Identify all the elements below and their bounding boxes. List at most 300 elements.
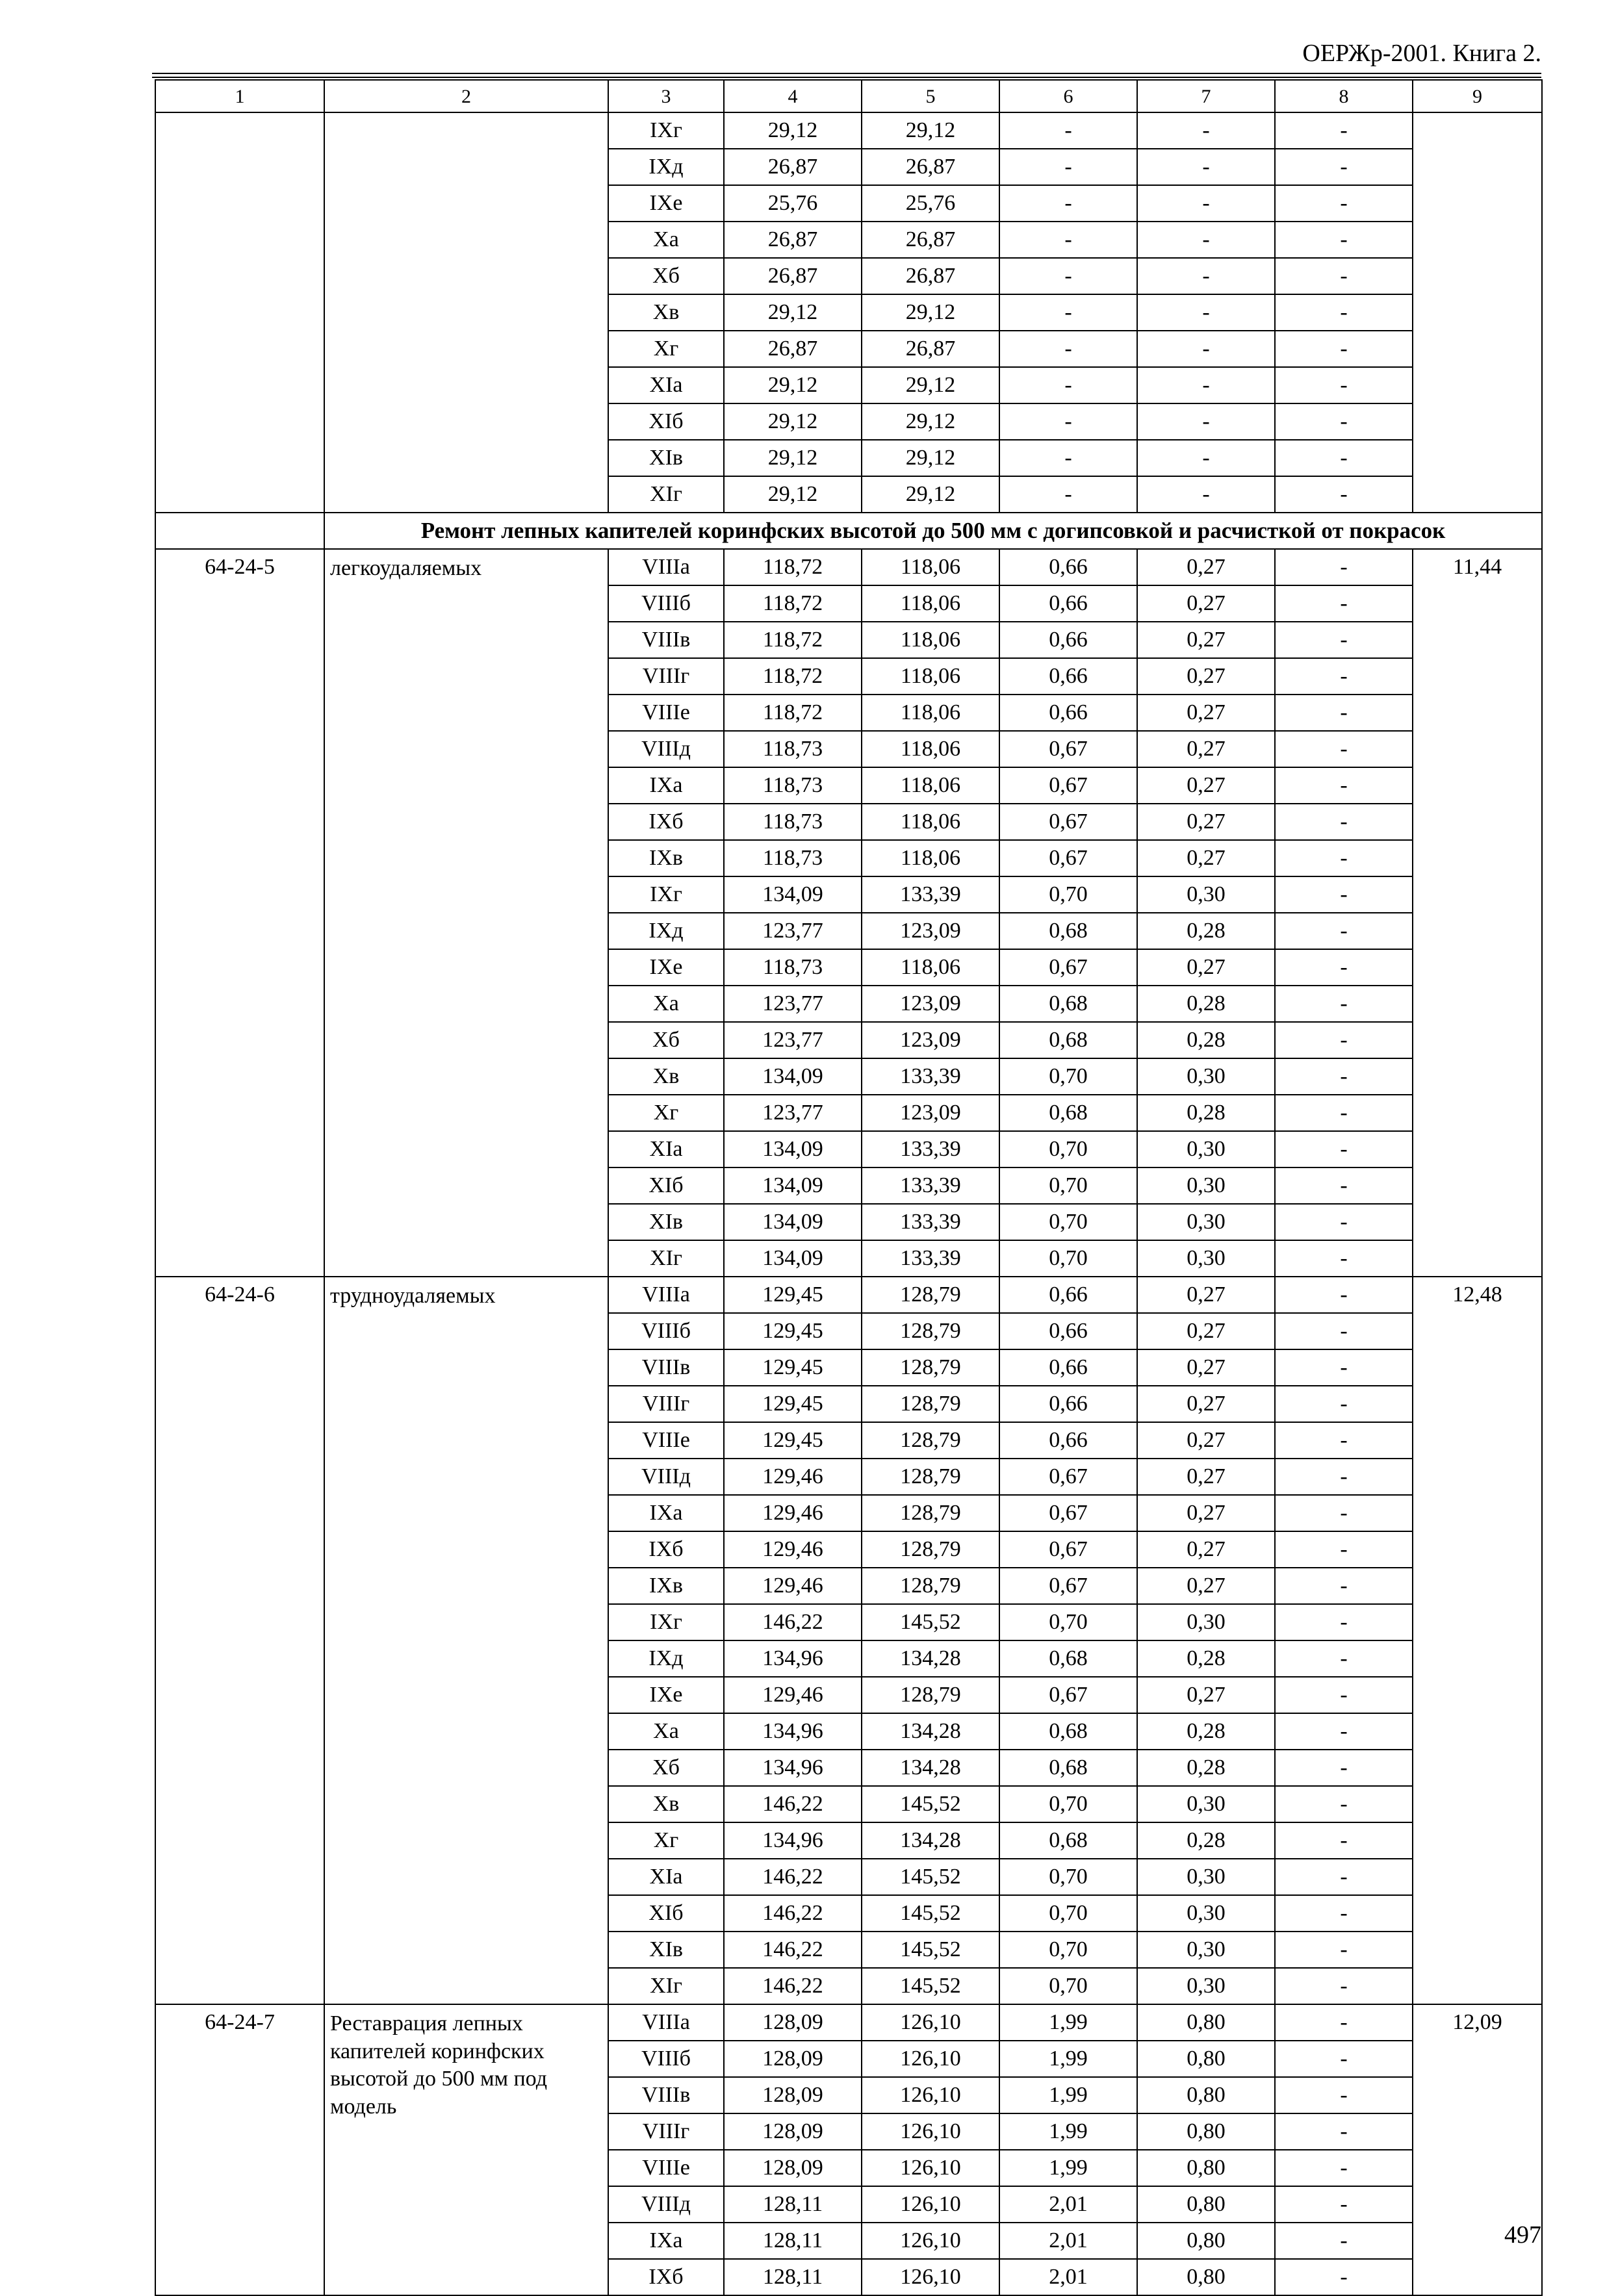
- value-cell: 0,67: [999, 1495, 1137, 1531]
- subgroup-cell: XIв: [608, 440, 724, 476]
- value-cell: 29,12: [724, 403, 862, 440]
- subgroup-cell: Xв: [608, 294, 724, 331]
- running-header: ОЕРЖр-2001. Книга 2.: [1302, 40, 1541, 67]
- value-cell: 123,09: [862, 913, 999, 949]
- value-cell: -: [1275, 185, 1413, 222]
- value-cell: 0,30: [1137, 1604, 1275, 1640]
- value-cell: 126,10: [862, 2113, 999, 2150]
- value-cell: -: [1275, 2041, 1413, 2077]
- col9-cell: 11,44: [1413, 549, 1542, 1277]
- value-cell: 133,39: [862, 1204, 999, 1240]
- value-cell: 26,87: [724, 331, 862, 367]
- value-cell: 0,28: [1137, 1095, 1275, 1131]
- value-cell: -: [1275, 1531, 1413, 1568]
- value-cell: 0,27: [1137, 1422, 1275, 1459]
- subgroup-cell: IXе: [608, 949, 724, 986]
- value-cell: 118,06: [862, 804, 999, 840]
- value-cell: 0,30: [1137, 1968, 1275, 2004]
- value-cell: -: [1275, 549, 1413, 585]
- subgroup-cell: VIIIд: [608, 2186, 724, 2223]
- value-cell: 26,87: [862, 149, 999, 185]
- column-number: 6: [999, 80, 1137, 112]
- value-cell: 2,01: [999, 2223, 1137, 2259]
- value-cell: 0,30: [1137, 1859, 1275, 1895]
- value-cell: 0,66: [999, 585, 1137, 622]
- code-cell: [155, 112, 324, 513]
- subgroup-cell: IXб: [608, 804, 724, 840]
- value-cell: 0,70: [999, 1240, 1137, 1277]
- value-cell: 0,66: [999, 658, 1137, 695]
- value-cell: 0,67: [999, 1677, 1137, 1713]
- value-cell: 0,80: [1137, 2259, 1275, 2295]
- col9-cell: 12,48: [1413, 1277, 1542, 2004]
- value-cell: -: [1275, 476, 1413, 513]
- value-cell: 1,99: [999, 2150, 1137, 2186]
- value-cell: 26,87: [862, 258, 999, 294]
- value-cell: -: [999, 476, 1137, 513]
- value-cell: 0,68: [999, 1095, 1137, 1131]
- subgroup-cell: XIа: [608, 1859, 724, 1895]
- value-cell: -: [1275, 876, 1413, 913]
- value-cell: -: [999, 258, 1137, 294]
- value-cell: 0,28: [1137, 986, 1275, 1022]
- subgroup-cell: VIIIг: [608, 1386, 724, 1422]
- value-cell: 134,09: [724, 1058, 862, 1095]
- value-cell: 0,67: [999, 840, 1137, 876]
- value-cell: 0,27: [1137, 658, 1275, 695]
- value-cell: 0,27: [1137, 949, 1275, 986]
- subgroup-cell: IXд: [608, 149, 724, 185]
- value-cell: 0,70: [999, 1604, 1137, 1640]
- value-cell: -: [999, 294, 1137, 331]
- value-cell: 0,27: [1137, 804, 1275, 840]
- subgroup-cell: Xа: [608, 222, 724, 258]
- value-cell: 133,39: [862, 876, 999, 913]
- value-cell: -: [1275, 1459, 1413, 1495]
- value-cell: -: [1275, 1713, 1413, 1750]
- value-cell: 0,30: [1137, 1204, 1275, 1240]
- value-cell: 0,30: [1137, 1240, 1275, 1277]
- subgroup-cell: VIIIе: [608, 1422, 724, 1459]
- value-cell: 128,09: [724, 2113, 862, 2150]
- value-cell: 128,09: [724, 2150, 862, 2186]
- value-cell: 128,09: [724, 2041, 862, 2077]
- value-cell: 0,28: [1137, 1640, 1275, 1677]
- value-cell: 29,12: [724, 112, 862, 149]
- value-cell: 129,45: [724, 1386, 862, 1422]
- value-cell: 0,27: [1137, 767, 1275, 804]
- value-cell: 123,09: [862, 986, 999, 1022]
- value-cell: 25,76: [724, 185, 862, 222]
- value-cell: -: [1275, 258, 1413, 294]
- value-cell: 118,73: [724, 767, 862, 804]
- value-cell: 26,87: [724, 222, 862, 258]
- value-cell: 0,70: [999, 1786, 1137, 1822]
- value-cell: 1,99: [999, 2004, 1137, 2041]
- value-cell: 123,77: [724, 1022, 862, 1058]
- value-cell: 128,79: [862, 1568, 999, 1604]
- value-cell: 0,27: [1137, 840, 1275, 876]
- value-cell: 134,09: [724, 876, 862, 913]
- value-cell: 126,10: [862, 2004, 999, 2041]
- subgroup-cell: IXг: [608, 112, 724, 149]
- value-cell: 0,67: [999, 949, 1137, 986]
- value-cell: -: [1275, 1277, 1413, 1313]
- value-cell: 128,79: [862, 1422, 999, 1459]
- value-cell: -: [1275, 1604, 1413, 1640]
- value-cell: -: [999, 149, 1137, 185]
- value-cell: 134,28: [862, 1713, 999, 1750]
- subgroup-cell: Xг: [608, 1095, 724, 1131]
- subgroup-cell: IXа: [608, 1495, 724, 1531]
- value-cell: 118,73: [724, 731, 862, 767]
- column-number: 7: [1137, 80, 1275, 112]
- value-cell: 146,22: [724, 1895, 862, 1932]
- value-cell: 29,12: [862, 367, 999, 403]
- value-cell: -: [1275, 2004, 1413, 2041]
- value-cell: 0,28: [1137, 1750, 1275, 1786]
- value-cell: 134,28: [862, 1750, 999, 1786]
- value-cell: 0,67: [999, 1459, 1137, 1495]
- value-cell: 29,12: [862, 440, 999, 476]
- section-title-row: [155, 513, 1542, 549]
- value-cell: -: [999, 403, 1137, 440]
- value-cell: 29,12: [862, 403, 999, 440]
- value-cell: 133,39: [862, 1167, 999, 1204]
- value-cell: 118,72: [724, 695, 862, 731]
- value-cell: -: [1275, 1204, 1413, 1240]
- rates-table-body: [155, 80, 1542, 2295]
- value-cell: 134,09: [724, 1240, 862, 1277]
- value-cell: -: [999, 367, 1137, 403]
- name-cell: Реставрация лепных капителей коринфских высотой до 500 мм под модель: [324, 2004, 608, 2295]
- value-cell: -: [999, 331, 1137, 367]
- subgroup-cell: IXа: [608, 2223, 724, 2259]
- value-cell: 0,66: [999, 1386, 1137, 1422]
- subgroup-cell: XIб: [608, 403, 724, 440]
- value-cell: 0,68: [999, 913, 1137, 949]
- value-cell: 126,10: [862, 2186, 999, 2223]
- column-number: 8: [1275, 80, 1413, 112]
- value-cell: 0,28: [1137, 913, 1275, 949]
- value-cell: 0,66: [999, 1277, 1137, 1313]
- value-cell: 118,06: [862, 585, 999, 622]
- value-cell: -: [1137, 258, 1275, 294]
- value-cell: -: [1275, 1095, 1413, 1131]
- value-cell: -: [1275, 585, 1413, 622]
- value-cell: 118,06: [862, 695, 999, 731]
- value-cell: 29,12: [724, 367, 862, 403]
- subgroup-cell: VIIIа: [608, 2004, 724, 2041]
- value-cell: 128,11: [724, 2259, 862, 2295]
- value-cell: 0,67: [999, 731, 1137, 767]
- header-rule: [152, 77, 1541, 78]
- value-cell: 0,68: [999, 986, 1137, 1022]
- value-cell: 134,09: [724, 1131, 862, 1167]
- column-number: 2: [324, 80, 608, 112]
- value-cell: -: [1275, 1932, 1413, 1968]
- value-cell: -: [1275, 222, 1413, 258]
- value-cell: 129,46: [724, 1459, 862, 1495]
- column-number: 9: [1413, 80, 1542, 112]
- value-cell: 0,30: [1137, 1058, 1275, 1095]
- subgroup-cell: Xб: [608, 1022, 724, 1058]
- value-cell: 0,27: [1137, 1677, 1275, 1713]
- value-cell: -: [1275, 1313, 1413, 1349]
- value-cell: 0,80: [1137, 2150, 1275, 2186]
- value-cell: 133,39: [862, 1240, 999, 1277]
- value-cell: 0,27: [1137, 1495, 1275, 1531]
- value-cell: 26,87: [724, 149, 862, 185]
- value-cell: -: [1275, 2223, 1413, 2259]
- name-cell: трудноудаляемых: [324, 1277, 608, 2004]
- value-cell: 129,45: [724, 1422, 862, 1459]
- value-cell: 146,22: [724, 1968, 862, 2004]
- subgroup-cell: XIа: [608, 367, 724, 403]
- value-cell: 0,30: [1137, 876, 1275, 913]
- value-cell: -: [1275, 403, 1413, 440]
- value-cell: -: [1275, 949, 1413, 986]
- value-cell: 145,52: [862, 1932, 999, 1968]
- value-cell: 145,52: [862, 1604, 999, 1640]
- value-cell: 128,79: [862, 1386, 999, 1422]
- value-cell: 26,87: [862, 331, 999, 367]
- value-cell: -: [1275, 2113, 1413, 2150]
- value-cell: -: [1137, 403, 1275, 440]
- value-cell: -: [1275, 1240, 1413, 1277]
- subgroup-cell: Xв: [608, 1786, 724, 1822]
- column-number-row: [155, 80, 1542, 112]
- value-cell: 118,73: [724, 804, 862, 840]
- value-cell: 0,30: [1137, 1895, 1275, 1932]
- value-cell: 0,27: [1137, 695, 1275, 731]
- value-cell: 0,70: [999, 876, 1137, 913]
- value-cell: -: [1275, 1677, 1413, 1713]
- value-cell: 0,67: [999, 804, 1137, 840]
- code-cell: 64-24-6: [155, 1277, 324, 2004]
- subgroup-cell: IXг: [608, 876, 724, 913]
- value-cell: 0,66: [999, 1313, 1137, 1349]
- value-cell: 118,72: [724, 622, 862, 658]
- value-cell: -: [1275, 1568, 1413, 1604]
- value-cell: 0,67: [999, 767, 1137, 804]
- value-cell: -: [1275, 695, 1413, 731]
- value-cell: 0,80: [1137, 2223, 1275, 2259]
- subgroup-cell: VIIIе: [608, 695, 724, 731]
- value-cell: -: [1275, 440, 1413, 476]
- value-cell: 0,28: [1137, 1713, 1275, 1750]
- value-cell: -: [1275, 2077, 1413, 2113]
- value-cell: 123,09: [862, 1095, 999, 1131]
- value-cell: 129,46: [724, 1531, 862, 1568]
- value-cell: 118,06: [862, 767, 999, 804]
- value-cell: 0,27: [1137, 731, 1275, 767]
- table-row: [155, 112, 1542, 149]
- value-cell: 29,12: [724, 294, 862, 331]
- name-cell: [324, 112, 608, 513]
- value-cell: 123,77: [724, 1095, 862, 1131]
- value-cell: 129,46: [724, 1568, 862, 1604]
- value-cell: 29,12: [862, 476, 999, 513]
- value-cell: -: [1275, 112, 1413, 149]
- value-cell: 118,06: [862, 731, 999, 767]
- value-cell: 146,22: [724, 1604, 862, 1640]
- value-cell: -: [1275, 986, 1413, 1022]
- subgroup-cell: IXв: [608, 840, 724, 876]
- value-cell: 0,27: [1137, 622, 1275, 658]
- value-cell: 0,68: [999, 1022, 1137, 1058]
- value-cell: 129,46: [724, 1495, 862, 1531]
- subgroup-cell: XIа: [608, 1131, 724, 1167]
- code-cell: 64-24-5: [155, 549, 324, 1277]
- subgroup-cell: VIIIб: [608, 1313, 724, 1349]
- value-cell: 0,70: [999, 1859, 1137, 1895]
- value-cell: 145,52: [862, 1859, 999, 1895]
- table-row: [155, 549, 1542, 585]
- value-cell: -: [1137, 440, 1275, 476]
- column-number: 3: [608, 80, 724, 112]
- subgroup-cell: XIв: [608, 1932, 724, 1968]
- value-cell: 133,39: [862, 1058, 999, 1095]
- column-number: 1: [155, 80, 324, 112]
- value-cell: 0,68: [999, 1640, 1137, 1677]
- subgroup-cell: VIIIа: [608, 549, 724, 585]
- value-cell: -: [1137, 149, 1275, 185]
- value-cell: 128,79: [862, 1277, 999, 1313]
- subgroup-cell: IXб: [608, 1531, 724, 1568]
- value-cell: 0,70: [999, 1058, 1137, 1095]
- value-cell: -: [1275, 294, 1413, 331]
- subgroup-cell: IXд: [608, 1640, 724, 1677]
- value-cell: -: [1137, 185, 1275, 222]
- value-cell: 123,09: [862, 1022, 999, 1058]
- value-cell: -: [1275, 658, 1413, 695]
- subgroup-cell: Xб: [608, 1750, 724, 1786]
- value-cell: 128,11: [724, 2186, 862, 2223]
- value-cell: 0,27: [1137, 1531, 1275, 1568]
- value-cell: 146,22: [724, 1932, 862, 1968]
- value-cell: 128,79: [862, 1677, 999, 1713]
- value-cell: -: [999, 440, 1137, 476]
- value-cell: 0,30: [1137, 1786, 1275, 1822]
- value-cell: 145,52: [862, 1895, 999, 1932]
- value-cell: 126,10: [862, 2259, 999, 2295]
- subgroup-cell: VIIIд: [608, 1459, 724, 1495]
- value-cell: -: [1137, 294, 1275, 331]
- value-cell: 128,79: [862, 1313, 999, 1349]
- value-cell: -: [1275, 1859, 1413, 1895]
- value-cell: -: [1275, 1750, 1413, 1786]
- value-cell: 29,12: [724, 440, 862, 476]
- subgroup-cell: XIг: [608, 1968, 724, 2004]
- subgroup-cell: VIIIе: [608, 2150, 724, 2186]
- subgroup-cell: Xв: [608, 1058, 724, 1095]
- subgroup-cell: VIIIв: [608, 2077, 724, 2113]
- value-cell: 0,66: [999, 1349, 1137, 1386]
- subgroup-cell: VIIIб: [608, 2041, 724, 2077]
- column-number: 5: [862, 80, 999, 112]
- value-cell: 0,68: [999, 1822, 1137, 1859]
- value-cell: -: [999, 185, 1137, 222]
- value-cell: 134,96: [724, 1713, 862, 1750]
- value-cell: 145,52: [862, 1968, 999, 2004]
- subgroup-cell: IXб: [608, 2259, 724, 2295]
- value-cell: 134,09: [724, 1204, 862, 1240]
- value-cell: -: [1275, 1386, 1413, 1422]
- value-cell: 0,28: [1137, 1022, 1275, 1058]
- value-cell: -: [1275, 2186, 1413, 2223]
- value-cell: 1,99: [999, 2113, 1137, 2150]
- value-cell: 0,66: [999, 549, 1137, 585]
- value-cell: 0,27: [1137, 549, 1275, 585]
- value-cell: 118,06: [862, 622, 999, 658]
- subgroup-cell: VIIIв: [608, 1349, 724, 1386]
- value-cell: 0,27: [1137, 585, 1275, 622]
- value-cell: -: [1275, 804, 1413, 840]
- value-cell: 118,06: [862, 840, 999, 876]
- subgroup-cell: IXе: [608, 185, 724, 222]
- value-cell: 0,28: [1137, 1822, 1275, 1859]
- value-cell: 0,80: [1137, 2004, 1275, 2041]
- value-cell: -: [1275, 622, 1413, 658]
- value-cell: 0,80: [1137, 2186, 1275, 2223]
- value-cell: 134,96: [724, 1750, 862, 1786]
- value-cell: 118,06: [862, 549, 999, 585]
- value-cell: -: [1275, 1349, 1413, 1386]
- value-cell: -: [1275, 1422, 1413, 1459]
- value-cell: 0,70: [999, 1167, 1137, 1204]
- value-cell: 128,79: [862, 1459, 999, 1495]
- value-cell: -: [1275, 1640, 1413, 1677]
- value-cell: 0,27: [1137, 1349, 1275, 1386]
- value-cell: 0,66: [999, 622, 1137, 658]
- value-cell: -: [999, 112, 1137, 149]
- value-cell: 146,22: [724, 1859, 862, 1895]
- subgroup-cell: VIIIа: [608, 1277, 724, 1313]
- value-cell: 1,99: [999, 2041, 1137, 2077]
- header-rule: [152, 73, 1541, 74]
- value-cell: -: [1275, 1058, 1413, 1095]
- value-cell: 0,68: [999, 1750, 1137, 1786]
- value-cell: 0,30: [1137, 1932, 1275, 1968]
- subgroup-cell: XIг: [608, 476, 724, 513]
- value-cell: 118,72: [724, 585, 862, 622]
- value-cell: 0,68: [999, 1713, 1137, 1750]
- subgroup-cell: Xа: [608, 1713, 724, 1750]
- value-cell: 128,11: [724, 2223, 862, 2259]
- value-cell: -: [1275, 1022, 1413, 1058]
- value-cell: 128,79: [862, 1349, 999, 1386]
- subgroup-cell: Xг: [608, 1822, 724, 1859]
- value-cell: -: [1275, 1895, 1413, 1932]
- value-cell: 126,10: [862, 2223, 999, 2259]
- value-cell: 128,79: [862, 1531, 999, 1568]
- value-cell: 0,67: [999, 1568, 1137, 1604]
- value-cell: 0,66: [999, 1422, 1137, 1459]
- value-cell: 0,30: [1137, 1167, 1275, 1204]
- value-cell: 129,45: [724, 1277, 862, 1313]
- value-cell: -: [1275, 1495, 1413, 1531]
- value-cell: -: [1137, 367, 1275, 403]
- value-cell: 126,10: [862, 2077, 999, 2113]
- value-cell: 123,77: [724, 913, 862, 949]
- value-cell: 134,96: [724, 1822, 862, 1859]
- value-cell: -: [1275, 1131, 1413, 1167]
- value-cell: 0,27: [1137, 1277, 1275, 1313]
- subgroup-cell: VIIIг: [608, 658, 724, 695]
- value-cell: 0,80: [1137, 2113, 1275, 2150]
- table-row: [155, 1277, 1542, 1313]
